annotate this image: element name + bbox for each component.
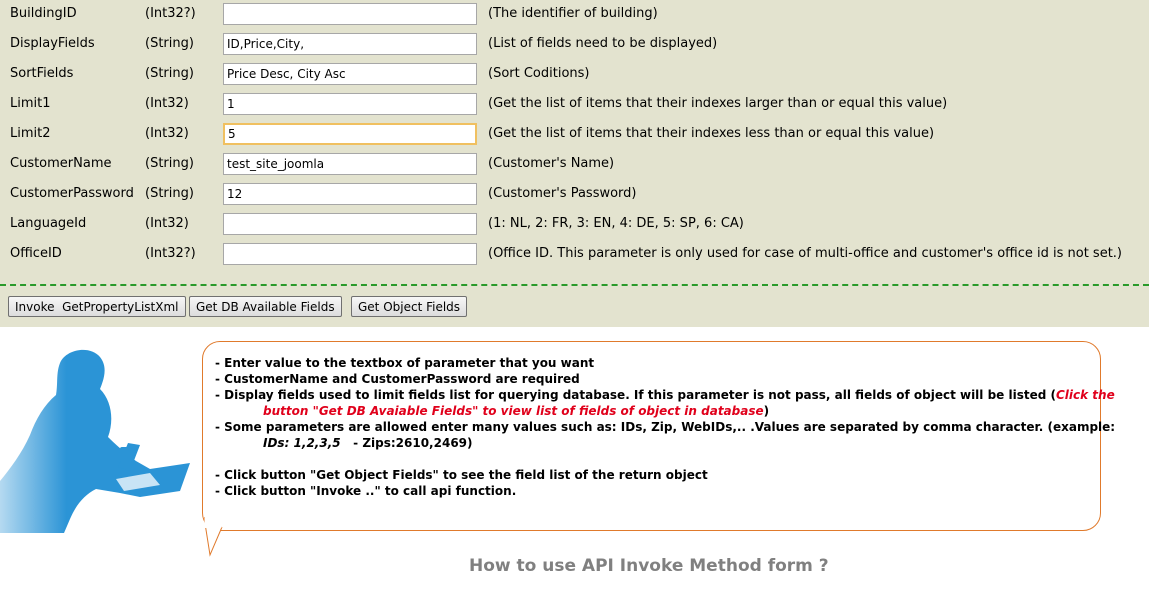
param-input-languageid[interactable] xyxy=(223,213,477,235)
help-text xyxy=(215,355,1116,499)
param-name: LanguageId xyxy=(10,216,87,231)
help-area xyxy=(0,327,1149,602)
help-spacer xyxy=(215,451,1085,467)
param-input-displayfields[interactable] xyxy=(223,33,477,55)
param-description: (Office ID. This parameter is only used for case of multi-office and customer's office id is not set.) xyxy=(488,246,1122,261)
param-row-displayfields xyxy=(0,31,1149,61)
param-row-officeid xyxy=(0,241,1149,271)
param-type: (String) xyxy=(145,186,194,201)
param-input-limit1[interactable] xyxy=(223,93,477,115)
param-input-limit2[interactable] xyxy=(223,123,477,145)
help-line-highlight: button "Get DB Avaiable Fields" to view list of fields of object in database xyxy=(263,404,764,418)
param-type: (String) xyxy=(145,156,194,171)
help-line-highlight: Click the xyxy=(1056,388,1115,402)
help-title: How to use API Invoke Method form ? xyxy=(469,556,829,576)
section-separator xyxy=(0,284,1149,286)
param-description: (Customer's Name) xyxy=(488,156,615,171)
param-name: DisplayFields xyxy=(10,36,95,51)
param-row-limit1 xyxy=(0,91,1149,121)
bubble-tail xyxy=(204,517,224,557)
help-line: - Click button "Invoke .." to call api function. xyxy=(215,484,517,498)
param-input-buildingid[interactable] xyxy=(223,3,477,25)
help-line: - Enter value to the textbox of parameter that you want xyxy=(215,356,595,370)
param-input-officeid[interactable] xyxy=(223,243,477,265)
param-row-customername xyxy=(0,151,1149,181)
param-name: CustomerName xyxy=(10,156,112,171)
param-description: (1: NL, 2: FR, 3: EN, 4: DE, 5: SP, 6: CA) xyxy=(488,216,744,231)
help-line xyxy=(215,387,1115,403)
param-description: (The identifier of building) xyxy=(488,6,658,21)
help-line-text: ) xyxy=(763,404,770,418)
invoke-button[interactable]: Invoke GetPropertyListXml xyxy=(8,296,186,317)
param-name: Limit2 xyxy=(10,126,51,141)
param-input-customerpassword[interactable] xyxy=(223,183,477,205)
param-row-buildingid xyxy=(0,1,1149,31)
help-line: - CustomerName and CustomerPassword are required xyxy=(215,372,580,386)
param-type: (Int32) xyxy=(145,216,189,231)
param-description: (Get the list of items that their indexes less than or equal this value) xyxy=(488,126,935,141)
param-row-sortfields xyxy=(0,61,1149,91)
param-description: (Sort Coditions) xyxy=(488,66,590,81)
param-input-sortfields[interactable] xyxy=(223,63,477,85)
help-line-text: - Display fields used to limit fields list for querying database. If this parameter is not pass, all fields of object will be listed ( xyxy=(215,388,1056,402)
param-name: SortFields xyxy=(10,66,74,81)
help-line xyxy=(215,403,1085,419)
help-line xyxy=(215,435,1085,451)
param-type: (String) xyxy=(145,66,194,81)
param-description: (Get the list of items that their indexes larger than or equal this value) xyxy=(488,96,948,111)
help-line-text: - Zips:2610,2469) xyxy=(340,436,473,450)
help-line: - Click button "Get Object Fields" to see the field list of the return object xyxy=(215,468,708,482)
param-description: (Customer's Password) xyxy=(488,186,637,201)
param-name: OfficeID xyxy=(10,246,62,261)
param-type: (Int32?) xyxy=(145,246,196,261)
woman-with-laptop-icon xyxy=(0,343,195,533)
get-object-fields-button[interactable]: Get Object Fields xyxy=(351,296,467,317)
param-type: (Int32) xyxy=(145,126,189,141)
param-row-customerpassword xyxy=(0,181,1149,211)
param-input-customername[interactable] xyxy=(223,153,477,175)
help-line-example: IDs: 1,2,3,5 xyxy=(263,436,341,450)
param-type: (Int32) xyxy=(145,96,189,111)
param-row-limit2 xyxy=(0,121,1149,151)
param-type: (String) xyxy=(145,36,194,51)
get-db-fields-button[interactable]: Get DB Available Fields xyxy=(189,296,342,317)
param-name: Limit1 xyxy=(10,96,51,111)
param-row-languageid xyxy=(0,211,1149,241)
param-type: (Int32?) xyxy=(145,6,196,21)
param-name: CustomerPassword xyxy=(10,186,134,201)
param-name: BuildingID xyxy=(10,6,77,21)
param-description: (List of fields need to be displayed) xyxy=(488,36,718,51)
help-line: - Some parameters are allowed enter many values such as: IDs, Zip, WebIDs,.. .Values are separated by comma character. (example: xyxy=(215,420,1116,434)
